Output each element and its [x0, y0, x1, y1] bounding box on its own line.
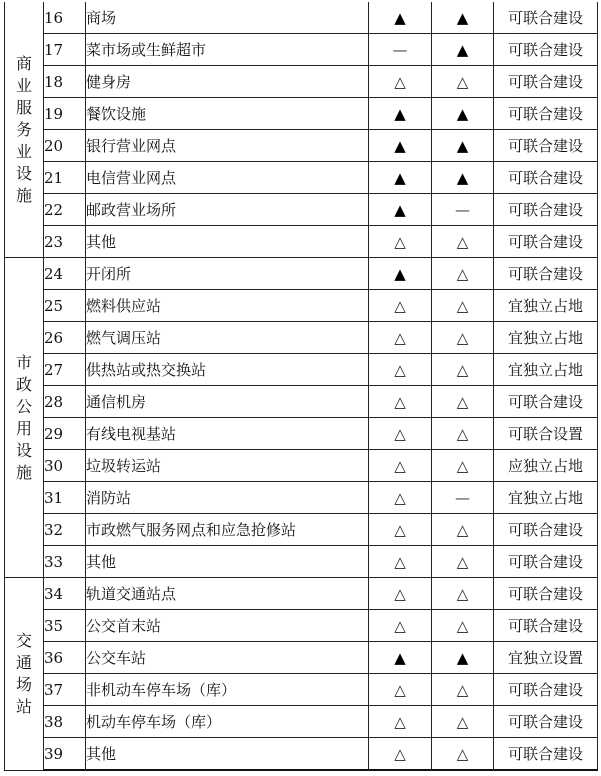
mark-col-1: ▲: [369, 2, 432, 34]
mark-col-2: △: [432, 258, 494, 290]
mark-col-1: △: [369, 322, 432, 354]
facility-name: 供热站或热交换站: [86, 354, 369, 386]
note-cell: 可联合建设: [494, 162, 598, 194]
table-row: [5, 610, 598, 642]
mark-col-1: ▲: [369, 130, 432, 162]
mark-col-2: △: [432, 226, 494, 258]
table-row: [5, 386, 598, 418]
note-cell: 可联合建设: [494, 66, 598, 98]
facility-name: 垃圾转运站: [86, 450, 369, 482]
facility-name: 有线电视基站: [86, 418, 369, 450]
mark-col-2: △: [432, 674, 494, 706]
mark-col-1: △: [369, 66, 432, 98]
facility-name: 燃料供应站: [86, 290, 369, 322]
mark-col-1: △: [369, 674, 432, 706]
facility-table-body: [5, 2, 598, 770]
facility-table: [4, 2, 598, 771]
row-number: 16: [44, 2, 86, 34]
note-cell: 可联合建设: [494, 546, 598, 578]
row-number: 38: [44, 706, 86, 738]
note-cell: 可联合建设: [494, 34, 598, 66]
mark-col-2: ▲: [432, 34, 494, 66]
category-cell: [5, 258, 44, 578]
mark-col-1: △: [369, 450, 432, 482]
row-number: 26: [44, 322, 86, 354]
row-number: 30: [44, 450, 86, 482]
row-number: 34: [44, 578, 86, 610]
mark-col-2: △: [432, 514, 494, 546]
table-row: [5, 322, 598, 354]
facility-name: 消防站: [86, 482, 369, 514]
mark-col-1: △: [369, 514, 432, 546]
category-label: 市政公用设施: [16, 352, 33, 482]
mark-col-2: △: [432, 386, 494, 418]
facility-name: 燃气调压站: [86, 322, 369, 354]
mark-col-1: △: [369, 482, 432, 514]
mark-col-1: —: [369, 34, 432, 66]
table-row: [5, 66, 598, 98]
row-number: 19: [44, 98, 86, 130]
row-number: 20: [44, 130, 86, 162]
facility-name: 开闭所: [86, 258, 369, 290]
mark-col-2: —: [432, 194, 494, 226]
mark-col-1: △: [369, 738, 432, 771]
mark-col-2: △: [432, 290, 494, 322]
note-cell: 应独立占地: [494, 450, 598, 482]
mark-col-2: ▲: [432, 130, 494, 162]
table-row: [5, 482, 598, 514]
mark-col-2: △: [432, 322, 494, 354]
mark-col-2: △: [432, 610, 494, 642]
mark-col-1: △: [369, 546, 432, 578]
facility-name: 电信营业网点: [86, 162, 369, 194]
mark-col-2: △: [432, 354, 494, 386]
mark-col-1: △: [369, 386, 432, 418]
mark-col-1: ▲: [369, 258, 432, 290]
mark-col-1: ▲: [369, 642, 432, 674]
facility-name: 健身房: [86, 66, 369, 98]
note-cell: 可联合建设: [494, 706, 598, 738]
mark-col-1: △: [369, 354, 432, 386]
table-row: [5, 194, 598, 226]
mark-col-2: △: [432, 706, 494, 738]
mark-col-1: △: [369, 706, 432, 738]
row-number: 21: [44, 162, 86, 194]
table-row: [5, 514, 598, 546]
mark-col-2: ▲: [432, 642, 494, 674]
mark-col-2: —: [432, 482, 494, 514]
mark-col-2: ▲: [432, 2, 494, 34]
note-cell: 宜独立占地: [494, 354, 598, 386]
table-row: [5, 418, 598, 450]
facility-name: 商场: [86, 2, 369, 34]
row-number: 31: [44, 482, 86, 514]
row-number: 23: [44, 226, 86, 258]
table-row: [5, 258, 598, 290]
note-cell: 可联合建设: [494, 514, 598, 546]
mark-col-1: ▲: [369, 162, 432, 194]
note-cell: 宜独立设置: [494, 642, 598, 674]
note-cell: 宜独立占地: [494, 290, 598, 322]
table-row: [5, 450, 598, 482]
facility-name: 银行营业网点: [86, 130, 369, 162]
table-row: [5, 674, 598, 706]
mark-col-2: △: [432, 66, 494, 98]
table-row: [5, 2, 598, 34]
mark-col-2: △: [432, 738, 494, 771]
row-number: 39: [44, 738, 86, 771]
facility-name: 公交首末站: [86, 610, 369, 642]
row-number: 22: [44, 194, 86, 226]
mark-col-2: △: [432, 546, 494, 578]
mark-col-1: ▲: [369, 194, 432, 226]
row-number: 32: [44, 514, 86, 546]
facility-name: 非机动车停车场（库）: [86, 674, 369, 706]
mark-col-1: △: [369, 610, 432, 642]
table-row: [5, 578, 598, 610]
row-number: 36: [44, 642, 86, 674]
facility-name: 菜市场或生鲜超市: [86, 34, 369, 66]
table-row: [5, 226, 598, 258]
table-row: [5, 162, 598, 194]
note-cell: 可联合建设: [494, 2, 598, 34]
note-cell: 可联合设置: [494, 418, 598, 450]
facility-name: 其他: [86, 226, 369, 258]
table-row: [5, 354, 598, 386]
row-number: 25: [44, 290, 86, 322]
note-cell: 可联合建设: [494, 130, 598, 162]
category-label: 商业服务业设施: [16, 53, 33, 205]
facility-name: 餐饮设施: [86, 98, 369, 130]
mark-col-1: ▲: [369, 98, 432, 130]
row-number: 33: [44, 546, 86, 578]
mark-col-2: △: [432, 418, 494, 450]
mark-col-2: △: [432, 578, 494, 610]
mark-col-1: △: [369, 418, 432, 450]
table-row: [5, 706, 598, 738]
mark-col-1: △: [369, 290, 432, 322]
note-cell: 宜独立占地: [494, 322, 598, 354]
mark-col-2: ▲: [432, 98, 494, 130]
note-cell: 可联合建设: [494, 674, 598, 706]
row-number: 17: [44, 34, 86, 66]
row-number: 24: [44, 258, 86, 290]
note-cell: 可联合建设: [494, 194, 598, 226]
facility-name: 其他: [86, 546, 369, 578]
row-number: 35: [44, 610, 86, 642]
facility-name: 公交车站: [86, 642, 369, 674]
row-number: 27: [44, 354, 86, 386]
category-label: 交通场站: [16, 630, 33, 716]
row-number: 29: [44, 418, 86, 450]
facility-name: 邮政营业场所: [86, 194, 369, 226]
facility-name: 轨道交通站点: [86, 578, 369, 610]
table-row: [5, 738, 598, 771]
note-cell: 可联合建设: [494, 258, 598, 290]
table-row: [5, 642, 598, 674]
note-cell: 可联合建设: [494, 610, 598, 642]
table-row: [5, 98, 598, 130]
table-row: [5, 290, 598, 322]
facility-name: 市政燃气服务网点和应急抢修站: [86, 514, 369, 546]
facility-name: 机动车停车场（库）: [86, 706, 369, 738]
row-number: 18: [44, 66, 86, 98]
note-cell: 可联合建设: [494, 226, 598, 258]
row-number: 37: [44, 674, 86, 706]
category-cell: [5, 578, 44, 771]
table-row: [5, 546, 598, 578]
note-cell: 可联合建设: [494, 98, 598, 130]
mark-col-1: △: [369, 578, 432, 610]
mark-col-1: △: [369, 226, 432, 258]
note-cell: 可联合建设: [494, 386, 598, 418]
note-cell: 可联合建设: [494, 738, 598, 771]
facility-name: 其他: [86, 738, 369, 771]
row-number: 28: [44, 386, 86, 418]
table-row: [5, 34, 598, 66]
note-cell: 宜独立占地: [494, 482, 598, 514]
mark-col-2: ▲: [432, 162, 494, 194]
note-cell: 可联合建设: [494, 578, 598, 610]
table-row: [5, 130, 598, 162]
mark-col-2: △: [432, 450, 494, 482]
category-cell: [5, 2, 44, 258]
facility-name: 通信机房: [86, 386, 369, 418]
